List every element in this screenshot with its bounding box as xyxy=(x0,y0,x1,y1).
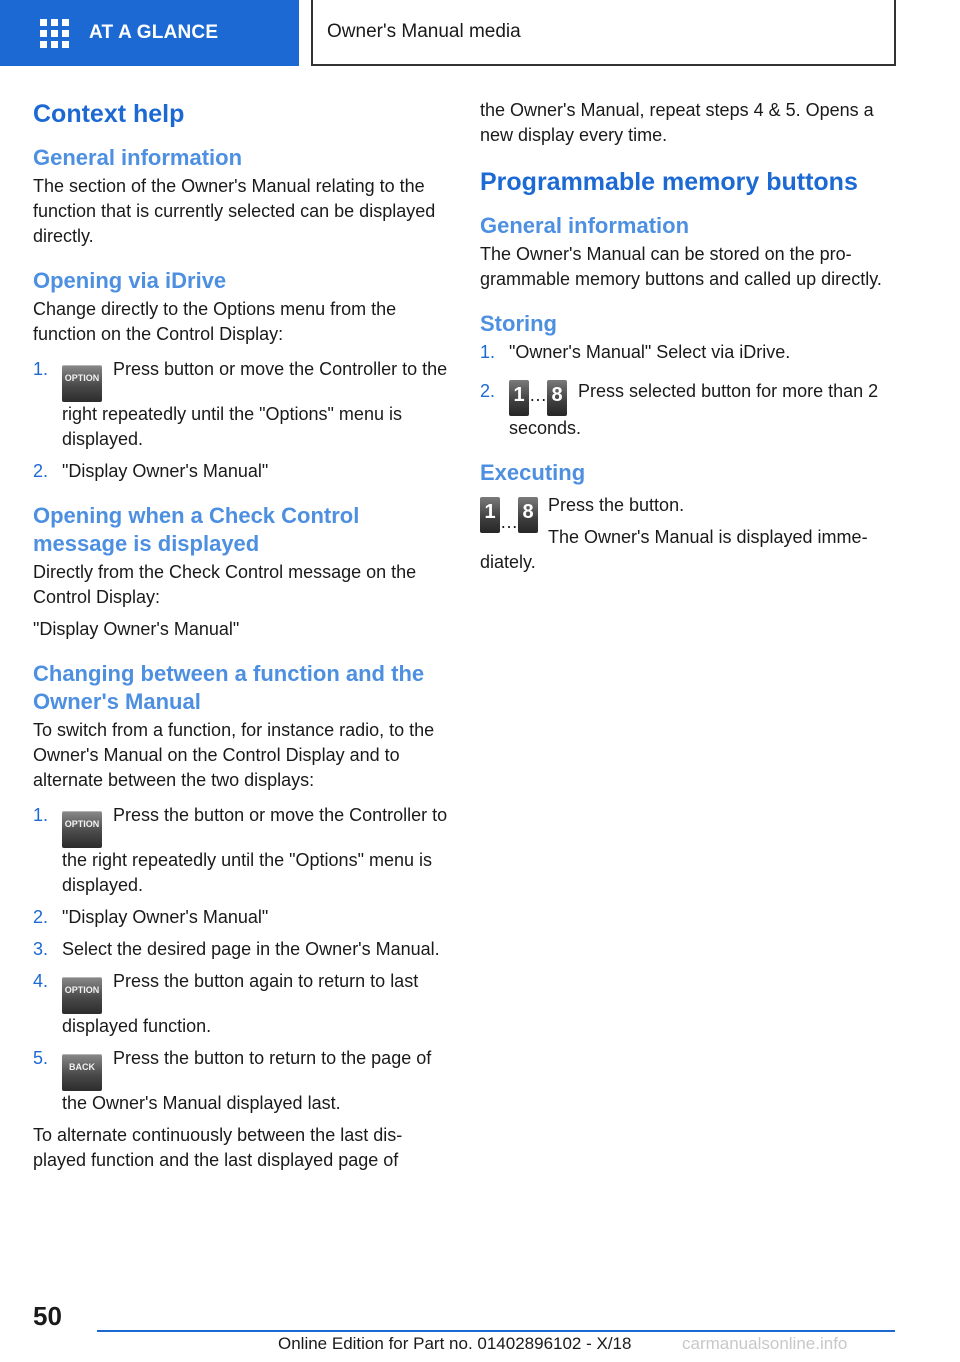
list-item xyxy=(480,340,898,365)
idrive-steps xyxy=(33,357,448,484)
changing-closing-text: To alternate continuously between the last displayed function and the last displayed page of xyxy=(33,1125,403,1170)
memory-key-8-icon: 8 xyxy=(547,380,567,416)
continued-text: the Owner's Manual, repeat steps 4 & 5. Opens a new display every time. xyxy=(480,100,874,145)
memory-key-8-icon: 8 xyxy=(518,497,538,533)
step-number: 2. xyxy=(480,381,496,401)
step-text: "Owner's Manual" Select via iDrive. xyxy=(509,342,791,362)
back-button-icon: BACK xyxy=(62,1054,102,1091)
step-number: 2. xyxy=(33,461,49,481)
step-text: Press the button or move the Controller to the right repeatedly until the "Options" menu is displayed. xyxy=(62,805,448,895)
memory-general-heading: General information xyxy=(480,213,690,238)
check-control-menu-item: "Display Owner's Manual" xyxy=(33,619,240,639)
list-item xyxy=(480,379,898,441)
memory-key-dots: … xyxy=(529,385,547,405)
step-number: 5. xyxy=(33,1048,49,1068)
step-text: Press the button again to return to last displayed function. xyxy=(62,971,419,1036)
footer-divider xyxy=(97,1330,895,1332)
changing-steps xyxy=(33,803,448,1116)
context-help-title: Context help xyxy=(33,100,185,128)
page-header xyxy=(0,0,960,66)
step-text: "Display Owner's Manual" xyxy=(62,461,269,481)
option-button-icon: OPTION xyxy=(62,811,102,848)
memory-key-dots: … xyxy=(500,512,518,532)
storing-heading: Storing xyxy=(480,311,557,336)
changing-heading: Changing between a function and the Owner's Manual xyxy=(33,661,425,714)
section-tab[interactable] xyxy=(0,0,299,66)
list-item xyxy=(33,969,448,1039)
grid-icon xyxy=(40,19,69,48)
memory-key-1-icon: 1 xyxy=(509,380,529,416)
executing-result: The Owner's Manual is displayed immediately. xyxy=(480,527,868,572)
list-item xyxy=(33,1046,448,1116)
memory-buttons-icon xyxy=(509,379,567,416)
memory-buttons-icon xyxy=(480,497,538,533)
memory-key-1-icon: 1 xyxy=(480,497,500,533)
left-column xyxy=(33,98,448,1180)
option-button-icon: OPTION xyxy=(62,365,102,402)
list-item xyxy=(33,905,448,930)
step-text: Select the desired page in the Owner's Manual. xyxy=(62,939,440,959)
step-number: 3. xyxy=(33,939,49,959)
storing-steps xyxy=(480,340,898,441)
changing-text: To switch from a function, for instance radio, to the Owner's Manual on the Control Display and to alternate between the two displays: xyxy=(33,720,435,790)
edition-text: Online Edition for Part no. 01402896102 - X/18 xyxy=(278,1334,632,1353)
step-text: Press the button to return to the page of the Owner's Manual displayed last. xyxy=(62,1048,432,1113)
step-text: Press button or move the Controller to the right repeatedly until the "Options" menu is displayed. xyxy=(62,359,448,449)
chapter-title-box xyxy=(311,0,896,66)
memory-buttons-title: Programmable memory buttons xyxy=(480,168,858,196)
list-item xyxy=(33,459,448,484)
list-item xyxy=(33,803,448,898)
memory-general-text: The Owner's Manual can be stored on the programmable memory buttons and called up directly. xyxy=(480,244,882,289)
list-item xyxy=(33,937,448,962)
chapter-title: Owner's Manual media xyxy=(327,21,521,42)
check-control-text: Directly from the Check Control message on the Control Display: xyxy=(33,562,417,607)
executing-block xyxy=(480,493,898,575)
step-number: 4. xyxy=(33,971,49,991)
check-control-heading: Opening when a Check Control message is displayed xyxy=(33,503,360,556)
step-number: 2. xyxy=(33,907,49,927)
executing-heading: Executing xyxy=(480,460,586,485)
executing-step: Press the button. xyxy=(548,495,685,515)
step-text: "Display Owner's Manual" xyxy=(62,907,269,927)
section-label: AT A GLANCE xyxy=(89,22,219,43)
right-column xyxy=(480,98,898,575)
step-number: 1. xyxy=(480,342,496,362)
page-number: 50 xyxy=(33,1301,62,1331)
watermark: carmanualsonline.info xyxy=(682,1334,848,1353)
list-item xyxy=(33,357,448,452)
idrive-text: Change directly to the Options menu from the function on the Control Display: xyxy=(33,299,397,344)
step-number: 1. xyxy=(33,359,49,379)
general-info-text: The section of the Owner's Manual relating to the function that is currently selected can be displayed directly. xyxy=(33,176,436,246)
option-button-icon: OPTION xyxy=(62,977,102,1014)
general-info-heading: General information xyxy=(33,145,243,170)
idrive-heading: Opening via iDrive xyxy=(33,268,227,293)
step-text: Press selected button for more than 2 seconds. xyxy=(509,381,879,438)
step-number: 1. xyxy=(33,805,49,825)
